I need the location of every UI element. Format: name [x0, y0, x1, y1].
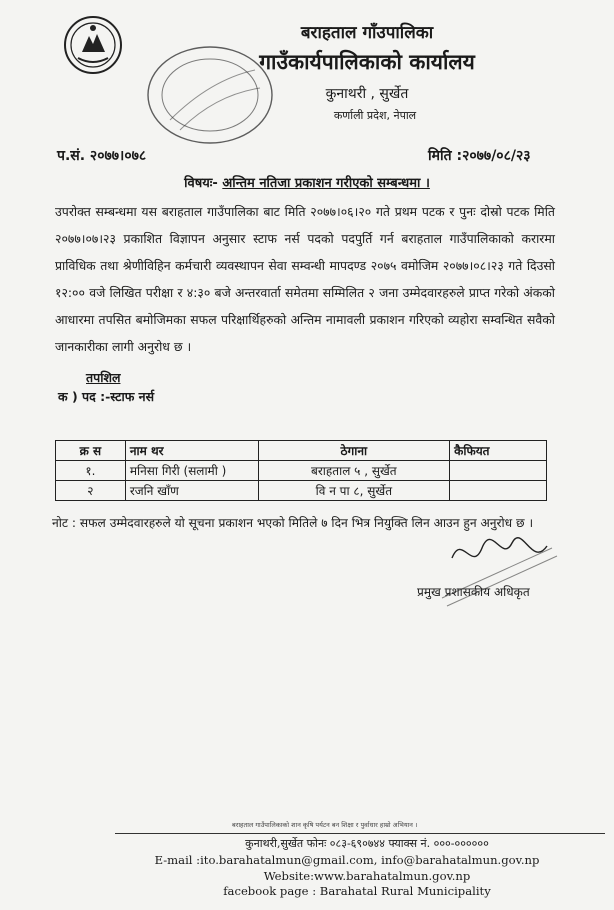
- cell-address: बराहताल ५ , सुर्खेत: [258, 461, 450, 481]
- table-row: [56, 481, 547, 501]
- column-header-address: ठेगाना: [258, 441, 450, 461]
- cell-address: वि न पा ८, सुर्खेत: [258, 481, 450, 501]
- cell-serial: १.: [56, 461, 126, 481]
- municipality-name: बराहताल गाँउपालिका: [300, 23, 434, 43]
- footer-divider: [115, 833, 605, 834]
- office-location: कुनाथरी , सुर्खेत: [325, 86, 409, 102]
- post-label: क ) पद :-स्टाफ नर्स: [58, 389, 155, 404]
- cell-remarks: [450, 461, 547, 481]
- result-table: [55, 440, 547, 501]
- subject-text: अन्तिम नतिजा प्रकाशन गरीएको सम्बन्धमा ।: [222, 176, 430, 191]
- column-header-name: नाम थर: [125, 441, 258, 461]
- letter-date: मिति :२०७७/०८/२३: [428, 148, 531, 164]
- footer-facebook: facebook page : Barahatal Rural Municipality: [223, 884, 491, 898]
- table-row: [56, 461, 547, 481]
- column-header-remarks: कैफियत: [450, 441, 547, 461]
- cell-name: मनिसा गिरी (सलामी ): [125, 461, 258, 481]
- footer-email: E-mail :ito.barahatalmun@gmail.com, info@barahatalmun.gov.np: [154, 853, 540, 867]
- reference-number: प.सं. २०७७।०७८: [57, 148, 147, 164]
- table-header-row: [56, 441, 547, 461]
- office-seal-icon: [140, 40, 280, 150]
- note-text: नोट : सफल उम्मेदवारहरुले यो सूचना प्रकाशन भएको मितिले ७ दिन भित्र नियुक्ति लिन आउन हुन अनुरोध छ ।: [52, 516, 534, 530]
- cell-remarks: [450, 481, 547, 501]
- subject-line: [0, 173, 614, 191]
- footer-website: Website:www.barahatalmun.gov.np: [263, 869, 471, 883]
- office-province: कर्णाली प्रदेश, नेपाल: [333, 109, 417, 122]
- subject-prefix: विषयः-: [184, 176, 218, 191]
- signatory-title: प्रमुख प्रशासकीय अधिकृत: [417, 585, 530, 599]
- footer-contact: कुनाथरी,सुर्खेत फोनः ०८३-६९०७४४ फ्याक्स नं. ०००-००००००: [245, 837, 489, 850]
- body-paragraph: उपरोक्त सम्बन्धमा यस बराहताल गाउँपालिका बाट मिति २०७७।०६।२० गते प्रथम पटक र पुनः दोस्रो पटक मिति २०७७।०७।२३ प्रकाशित विज्ञापन अनुसार स्टाफ नर्स पदको पदपुर्ति गर्न बराहताल गाउँपालिकाको करारमा प्राविधिक तथा श्रेणीविहिन कर्मचारी व्यवस्थापन सेवा सम्वन्धी मापदण्ड २०७५ वमोजिम २०७७।०८।२३ गते दिउसो १२:०० वजे लिखित परीक्षा र ४:३० बजे अन्तरवार्ता समेतमा सम्मिलित २ जना उम्मेदवारहरुले प्राप्त गरेको अंकको आधारमा तपसित बमोजिमका सफल परिक्षार्थिहरुको अन्तिम नामावली प्रकाशन गरिएको व्यहोरा सम्वन्धित सवैको जानकारीका लागी अनुरोध छ ।: [55, 204, 555, 354]
- cell-name: रजनि खाँण: [125, 481, 258, 501]
- column-header-serial: क्र स: [56, 441, 126, 461]
- office-name: गाउँकार्यपालिकाको कार्यालय: [259, 50, 475, 74]
- tapasil-heading: तपशिल: [86, 370, 121, 385]
- cell-serial: २: [56, 481, 126, 501]
- footer-tagline: बराहताल गाउँपालिकाको शान कृषि पर्यटन बन शिक्षा र पुर्वाधार हाम्रो अभियान ।: [232, 821, 418, 829]
